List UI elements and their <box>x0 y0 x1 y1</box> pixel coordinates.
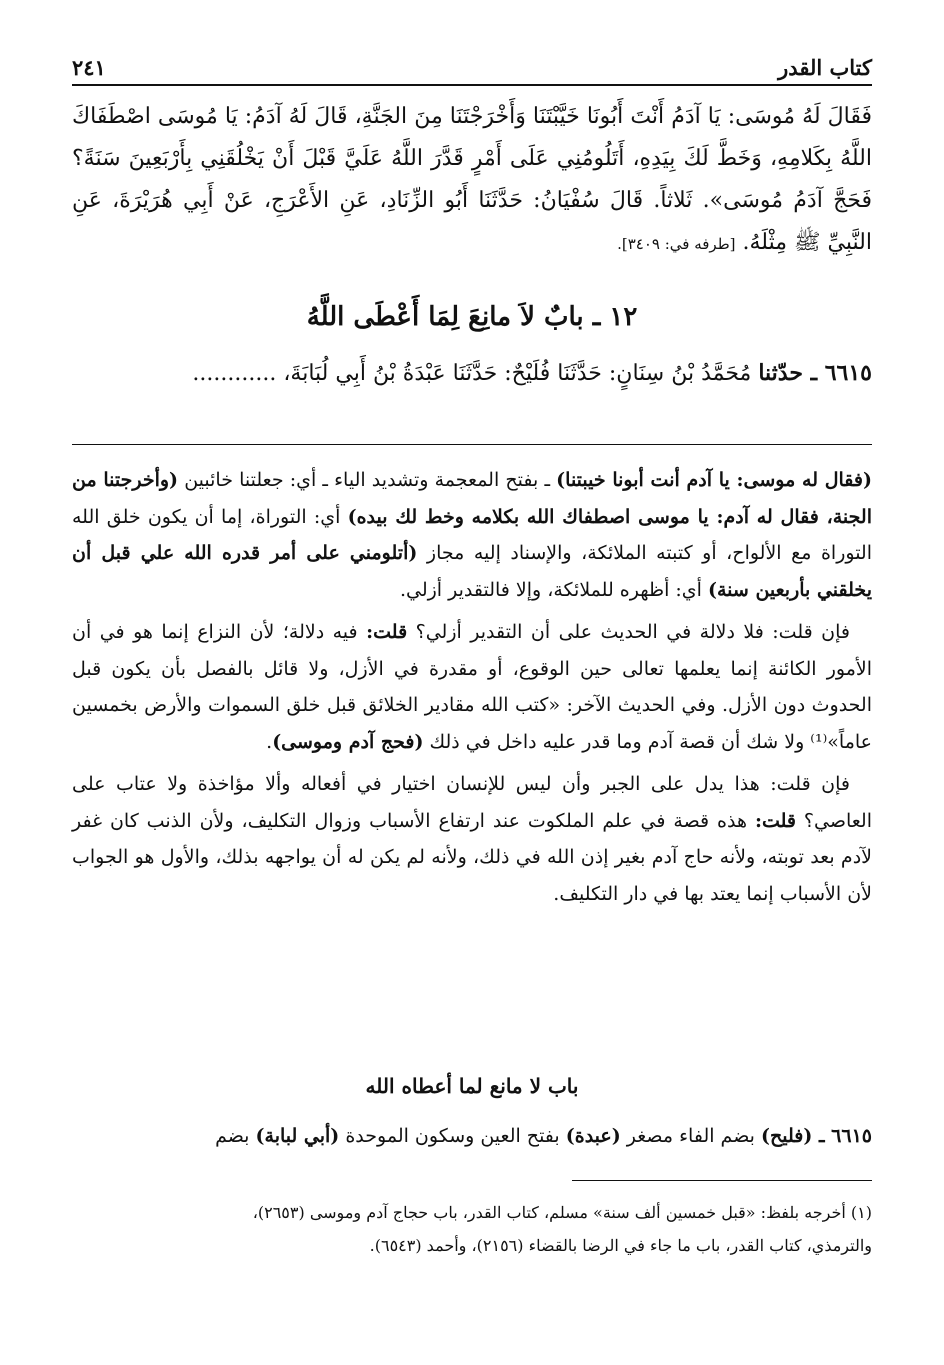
commentary-text: بضم <box>215 1125 256 1147</box>
commentary-block-2 <box>72 1118 872 1154</box>
commentary-text: هذه قصة في علم الملكوت عند ارتفاع الأسباب وزوال التكليف، ولأن الذنب كان غفر لآدم بعد توبته، ولأنه حاج آدم بغير إذن الله في ذلك، ولأنه لم يكن له أن يواجهه بذلك، والأول هو الجواب لأن الأسباب إنما يعتد بها في دار التكليف. <box>72 809 872 905</box>
commentary-text: فإن قلت: هذا يدل على الجبر وأن ليس للإنسان اختيار في أفعاله وألا مؤاخذة ولا عتاب على العاصي؟ <box>72 773 872 832</box>
quoted-phrase: (أتلومني على أمر قدره الله علي قبل أن يخلقني بأربعين سنة) <box>72 542 872 601</box>
book-title: كتاب القدر <box>778 55 872 80</box>
isnad-text: مُحَمَّدُ بْنُ سِنَانٍ: حَدَّثَنَا فُلَيْحٌ: حَدَّثَنَا عَبْدَةُ بْنُ أَبِي لُبَابَةَ، ............ <box>192 361 752 386</box>
answer-marker: قلت: <box>754 809 796 832</box>
commentary-text: أي: التوراة، إما أن يكون خلق الله التوراة مع الألواح، أو كتبته الملائكة، والإسناد إليه مجاز <box>72 505 872 564</box>
hadith-text: فَقَالَ لَهُ مُوسَى: يَا آدَمُ أَنْتَ أَبُونَا خَيَّبْتَنَا وَأَخْرَجْتَنَا مِنَ الجَنَّةِ، قَالَ لَهُ آدَمُ: يَا مُوسَى اصْطَفَاكَ اللَّهُ بِكَلامِهِ، وَخَطَّ لَكَ بِيَدِهِ، أَتَلُومُنِي عَلَى أَمْرٍ قَدَّرَ اللَّهُ عَلَيَّ قَبْلَ أَنْ يَخْلُقَنِي بِأَرْبَعِينَ سَنَةً؟ فَحَجَّ آدَمُ مُوسَى». ثَلاثاً. قَالَ سُفْيَانُ: حَدَّثَنَا أَبُو الزِّنَادِ، عَنِ الأَعْرَجِ، عَنْ أَبِي هُرَيْرَةَ، عَنِ النَّبِيِّ ﷺ مِثْلَهُ. <box>72 104 872 255</box>
commentary-text: أي: أظهره للملائكة، وإلا فالتقدير أزلي. <box>399 578 708 601</box>
commentary-paragraph-1 <box>72 462 872 608</box>
commentary-block <box>72 462 872 918</box>
hadith-cross-reference: [طرفه في: ٣٤٠٩]. <box>617 235 736 253</box>
isnad-line <box>72 360 872 386</box>
commentary-text: ـ بفتح المعجمة وتشديد الياء ـ أي: جعلتنا خائبين <box>178 469 557 491</box>
page-number: ٢٤١ <box>72 55 106 80</box>
header-divider <box>72 84 872 86</box>
answer-marker: قلت: <box>366 621 408 643</box>
commentary-paragraph-3 <box>72 766 872 912</box>
hadith-paragraph <box>72 96 872 265</box>
quoted-phrase: (فحج آدم وموسى) <box>272 730 424 753</box>
page-header <box>72 40 872 80</box>
hadith-number: ٦٦١٥ ـ حدّثنا <box>758 360 872 386</box>
hadith-text-block <box>72 96 872 265</box>
footnote-1-line-1: (١) أخرجه بلفظ: «قبل خمسين ألف سنة» مسلم، كتاب القدر، باب حجاج آدم وموسى (٢٦٥٣)، <box>252 1203 872 1222</box>
quoted-phrase: (أبي لبابة) <box>255 1125 340 1147</box>
commentary-text: بفتح العين وسكون الموحدة <box>339 1125 566 1147</box>
commentary-text: فيه دلالة؛ لأن النزاع إنما هو في أن الأمور الكائنة إنما يعلمها تعالى حين الوقوع، أو مقدرة في الأزل، ولا قائل بالفصل بأن يكون قبل الحدوث دون الأزل. وفي الحديث الآخر: «كتب الله مقادير الخلائق قبل خلق السموات والأرض بخمسين عاماً»⁽¹⁾ ولا شك أن قصة آدم وما قدر عليه داخل في ذلك <box>72 621 872 753</box>
footnotes <box>72 1196 872 1262</box>
quoted-phrase: (فقال له موسى: يا آدم أنت أبونا خيبتنا) <box>556 469 872 491</box>
sub-chapter-title: باب لا مانع لما أعطاه الله <box>365 1074 579 1098</box>
footnote-1-line-2: والترمذي، كتاب القدر، باب ما جاء في الرضا بالقضاء (٢١٥٦)، وأحمد (٦٥٤٣). <box>369 1236 872 1255</box>
commentary-paragraph-2 <box>72 614 872 760</box>
chapter-title: ١٢ ـ بابٌ لاَ مانِعَ لِمَا أَعْطَى اللَّهُ <box>306 302 638 332</box>
commentary-text: فإن قلت: فلا دلالة في الحديث على أن التقدير أزلي؟ <box>407 621 850 643</box>
quoted-phrase: (عبدة) <box>565 1125 621 1147</box>
quoted-phrase: ٦٦١٥ ـ (فليح) <box>761 1125 872 1147</box>
section-divider <box>72 444 872 445</box>
footnote-divider <box>572 1180 872 1181</box>
commentary-text: . <box>266 730 273 753</box>
commentary-text: بضم الفاء مصغر <box>620 1125 762 1147</box>
quoted-phrase: (وأخرجتنا من الجنة، فقال له آدم: يا موسى اصطفاك الله بكلامه وخط لك بيده) <box>72 469 872 528</box>
